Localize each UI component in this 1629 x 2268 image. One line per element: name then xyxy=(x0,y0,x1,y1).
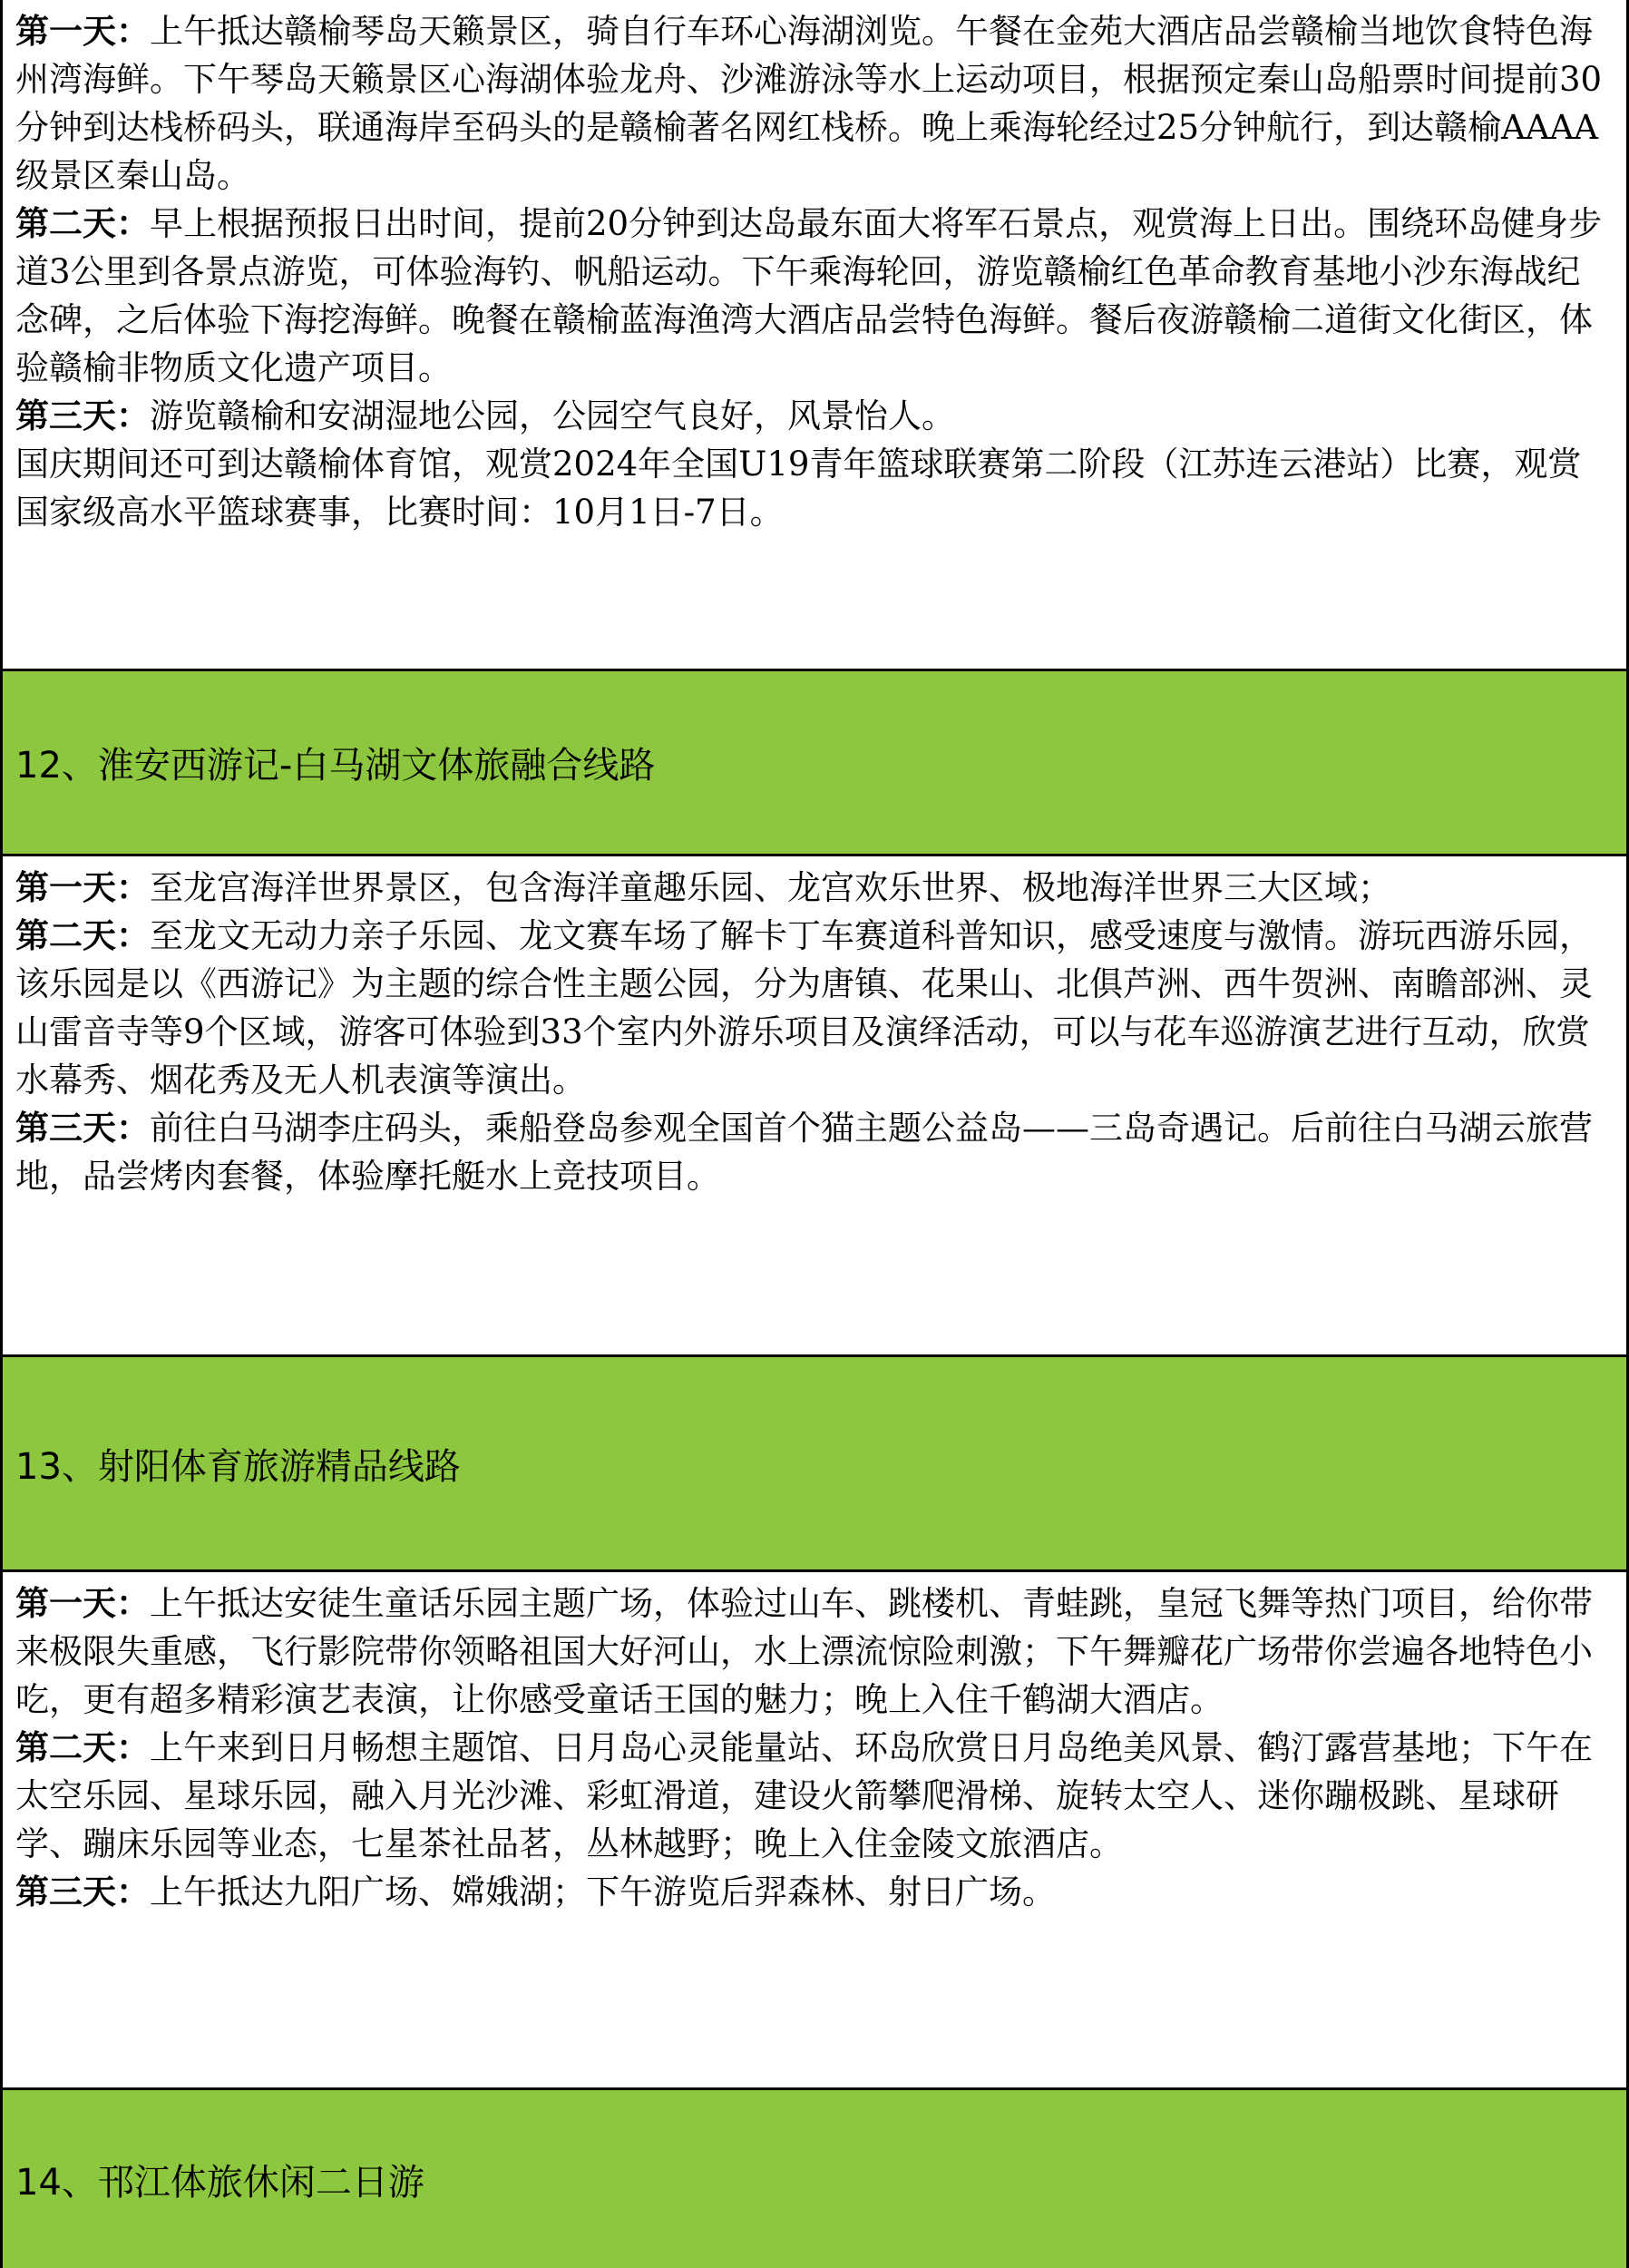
day-label: 第二天： xyxy=(15,1728,150,1767)
route-title: 13、射阳体育旅游精品线路 xyxy=(15,1445,461,1488)
day-text: 早上根据预报日出时间，提前20分钟到达岛最东面大将军石景点，观赏海上日出。围绕环岛健身步道3公里到各景点游览，可体验海钓、帆船运动。下午乘海轮回，游览赣榆红色革命教育基地小沙东海战纪念碑，之后体验下海挖海鲜。晚餐在赣榆蓝海渔湾大酒店品尝特色海鲜。餐后夜游赣榆二道街文化街区，体验赣榆非物质文化遗产项目。 xyxy=(15,204,1603,387)
route-11-day-1 xyxy=(15,7,1614,200)
day-text: 上午抵达赣榆琴岛天籁景区，骑自行车环心海湖浏览。午餐在金苑大酒店品尝赣榆当地饮食特色海州湾海鲜。下午琴岛天籁景区心海湖体验龙舟、沙滩游泳等水上运动项目，根据预定秦山岛船票时间提前30分钟到达栈桥码头，联通海岸至码头的是赣榆著名网红栈桥。晚上乘海轮经过25分钟航行，到达赣榆AAAA级景区秦山岛。 xyxy=(15,12,1603,195)
route-11-note xyxy=(15,440,1614,536)
route-13-header xyxy=(3,1354,1626,1572)
day-label: 第二天： xyxy=(15,204,150,243)
route-13-day-3 xyxy=(15,1868,1614,1916)
day-text: 上午来到日月畅想主题馆、日月岛心灵能量站、环岛欣赏日月岛绝美风景、鹤汀露营基地；下午在太空乐园、星球乐园，融入月光沙滩、彩虹滑道，建设火箭攀爬滑梯、旋转太空人、迷你蹦极跳、星球研学、蹦床乐园等业态，七星茶社品茗，丛林越野；晚上入住金陵文旅酒店。 xyxy=(15,1728,1593,1863)
route-12-header xyxy=(3,669,1626,856)
day-text: 上午抵达九阳广场、嫦娥湖；下午游览后羿森林、射日广场。 xyxy=(150,1872,1056,1911)
route-13-content xyxy=(3,1572,1626,2087)
day-label: 第一天： xyxy=(15,12,150,51)
day-label: 第三天： xyxy=(15,1872,150,1911)
route-title: 12、淮安西游记-白马湖文体旅融合线路 xyxy=(15,745,656,787)
day-label: 第一天： xyxy=(15,868,150,907)
route-11-day-3 xyxy=(15,392,1614,440)
day-text: 至龙宫海洋世界景区，包含海洋童趣乐园、龙宫欢乐世界、极地海洋世界三大区域； xyxy=(150,868,1391,907)
day-text: 游览赣榆和安湖湿地公园，公园空气良好，风景怡人。 xyxy=(150,396,955,435)
day-label: 第二天： xyxy=(15,916,150,955)
day-label: 第三天： xyxy=(15,396,150,435)
route-14-header xyxy=(3,2087,1626,2268)
route-12-day-1 xyxy=(15,864,1614,912)
route-12-day-3 xyxy=(15,1104,1614,1200)
route-12-day-2 xyxy=(15,912,1614,1104)
day-label: 第三天： xyxy=(15,1109,150,1148)
route-11-content xyxy=(3,0,1626,669)
day-text: 至龙文无动力亲子乐园、龙文赛车场了解卡丁车赛道科普知识，感受速度与激情。游玩西游乐园，该乐园是以《西游记》为主题的综合性主题公园，分为唐镇、花果山、北俱芦洲、西牛贺洲、南瞻部洲、灵山雷音寺等9个区域，游客可体验到33个室内外游乐项目及演绎活动，可以与花车巡游演艺进行互动，欣赏水幕秀、烟花秀及无人机表演等演出。 xyxy=(15,916,1593,1100)
route-title: 14、邗江体旅休闲二日游 xyxy=(15,2161,424,2204)
day-label: 第一天： xyxy=(15,1584,150,1623)
day-text: 前往白马湖李庄码头，乘船登岛参观全国首个猫主题公益岛——三岛奇遇记。后前往白马湖云旅营地，品尝烤肉套餐，体验摩托艇水上竞技项目。 xyxy=(15,1109,1593,1196)
route-13-day-2 xyxy=(15,1724,1614,1868)
route-12-content xyxy=(3,856,1626,1354)
note-text: 国庆期间还可到达赣榆体育馆，观赏2024年全国U19青年篮球联赛第二阶段（江苏连云港站）比赛，观赏国家级高水平篮球赛事，比赛时间：10月1日-7日。 xyxy=(15,445,1582,532)
route-13-day-1 xyxy=(15,1579,1614,1724)
route-11-day-2 xyxy=(15,200,1614,392)
day-text: 上午抵达安徒生童话乐园主题广场，体验过山车、跳楼机、青蛙跳，皇冠飞舞等热门项目，给你带来极限失重感，飞行影院带你领略祖国大好河山，水上漂流惊险刺激；下午舞瓣花广场带你尝遍各地特色小吃，更有超多精彩演艺表演，让你感受童话王国的魅力；晚上入住千鹤湖大酒店。 xyxy=(15,1584,1593,1719)
